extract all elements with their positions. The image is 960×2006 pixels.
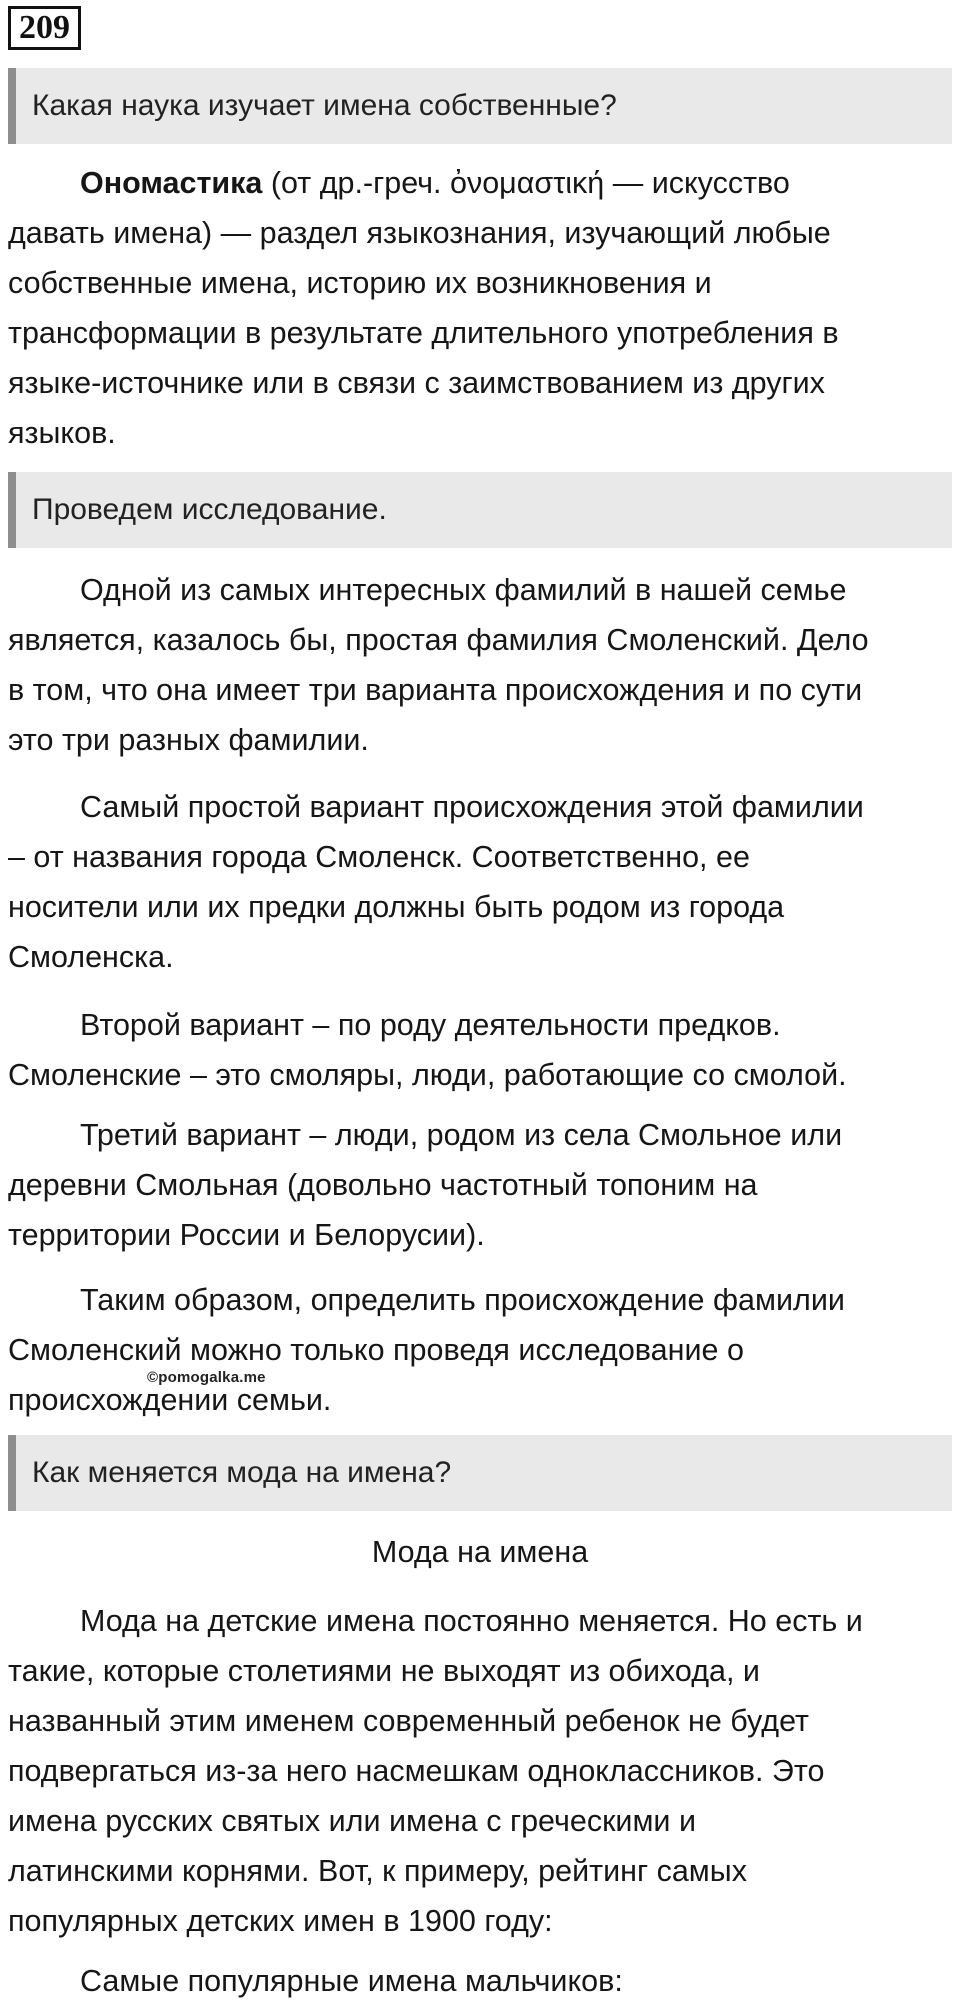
onomastics-line-5: языке-источнике или в связи с заимствованием из других bbox=[8, 366, 825, 400]
research-p3-line-1-text: Второй вариант – по роду деятельности предков. bbox=[80, 1008, 781, 1042]
research-p4-line-2: деревни Смольная (довольно частотный топоним на bbox=[8, 1168, 758, 1202]
research-p1-line-1 bbox=[8, 565, 954, 615]
research-p4-line-1 bbox=[8, 1110, 954, 1160]
onomastics-term: Ономастика bbox=[80, 166, 263, 200]
fashion-p1-line-4: подвергаться из-за него насмешкам одноклассников. Это bbox=[8, 1754, 825, 1788]
onomastics-line-2: давать имена) — раздел языкознания, изучающий любые bbox=[8, 216, 831, 250]
fashion-p2-line-1-text: Самые популярные имена мальчиков: bbox=[80, 1964, 623, 1998]
research-p1-line-4: это три разных фамилии. bbox=[8, 723, 369, 757]
research-p2-line-4: Смоленска. bbox=[8, 940, 174, 974]
onomastics-paragraph bbox=[8, 158, 954, 458]
research-p5-line-2: Смоленский можно только проведя исследование о bbox=[8, 1333, 744, 1367]
research-p4-line-1-text: Третий вариант – люди, родом из села Смольное или bbox=[80, 1118, 843, 1152]
research-p2-line-1 bbox=[8, 782, 954, 832]
fashion-p1-line-2: такие, которые столетиями не выходят из обихода, и bbox=[8, 1654, 760, 1688]
research-p5-line-1-text: Таким образом, определить происхождение фамилии bbox=[80, 1283, 845, 1317]
research-p1-line-3: в том, что она имеет три варианта происхождения и по сути bbox=[8, 673, 863, 707]
fashion-p1-line-1-text: Мода на детские имена постоянно меняется. Но есть и bbox=[80, 1604, 863, 1638]
fashion-p1-line-6: латинскими корнями. Вот, к примеру, рейтинг самых bbox=[8, 1854, 747, 1888]
research-paragraph-1 bbox=[8, 565, 954, 765]
research-p5-line-3: происхождении семьи. bbox=[8, 1383, 332, 1417]
watermark: ©pomogalka.me bbox=[147, 1369, 266, 1386]
fashion-title: Мода на имена bbox=[371, 1535, 589, 1569]
research-paragraph-5 bbox=[8, 1275, 954, 1425]
question-bar-3: Как меняется мода на имена? bbox=[8, 1435, 952, 1511]
research-paragraph-2 bbox=[8, 782, 954, 982]
fashion-p1-line-5: имена русских святых или имена с греческими и bbox=[8, 1804, 696, 1838]
onomastics-line-3: собственные имена, историю их возникновения и bbox=[8, 266, 712, 300]
onomastics-line-1-rest: (от др.-греч. ὀνομαστική — искусство bbox=[262, 166, 790, 200]
question-bar-1: Какая наука изучает имена собственные? bbox=[8, 68, 952, 144]
research-p2-line-2: – от названия города Смоленск. Соответственно, ее bbox=[8, 840, 750, 874]
research-paragraph-4 bbox=[8, 1110, 954, 1260]
onomastics-line-6: языков. bbox=[8, 416, 116, 450]
research-paragraph-3 bbox=[8, 1000, 954, 1100]
task-number-box: 209 bbox=[8, 6, 81, 50]
research-p4-line-3: территории России и Белорусии). bbox=[8, 1218, 485, 1252]
fashion-p1-line-3: названный этим именем современный ребенок не будет bbox=[8, 1704, 810, 1738]
research-p2-line-1-text: Самый простой вариант происхождения этой фамилии bbox=[80, 790, 864, 824]
fashion-p1-line-7: популярных детских имен в 1900 году: bbox=[8, 1904, 553, 1938]
fashion-paragraph-1 bbox=[8, 1596, 954, 1946]
fashion-p1-line-1 bbox=[8, 1596, 954, 1646]
fashion-paragraph-2 bbox=[8, 1956, 954, 2006]
research-p5-line-1 bbox=[8, 1275, 954, 1325]
research-p2-line-3: носители или их предки должны быть родом из города bbox=[8, 890, 785, 924]
fashion-p2-line-1 bbox=[8, 1956, 954, 2006]
onomastics-line-4: трансформации в результате длительного употребления в bbox=[8, 316, 839, 350]
research-p3-line-2: Смоленские – это смоляры, люди, работающие со смолой. bbox=[8, 1058, 847, 1092]
question-bar-2: Проведем исследование. bbox=[8, 472, 952, 548]
research-p1-line-1-text: Одной из самых интересных фамилий в нашей семье bbox=[80, 573, 847, 607]
research-p1-line-2: является, казалось бы, простая фамилия Смоленский. Дело bbox=[8, 623, 869, 657]
research-p3-line-1 bbox=[8, 1000, 954, 1050]
onomastics-line-1 bbox=[8, 158, 954, 208]
